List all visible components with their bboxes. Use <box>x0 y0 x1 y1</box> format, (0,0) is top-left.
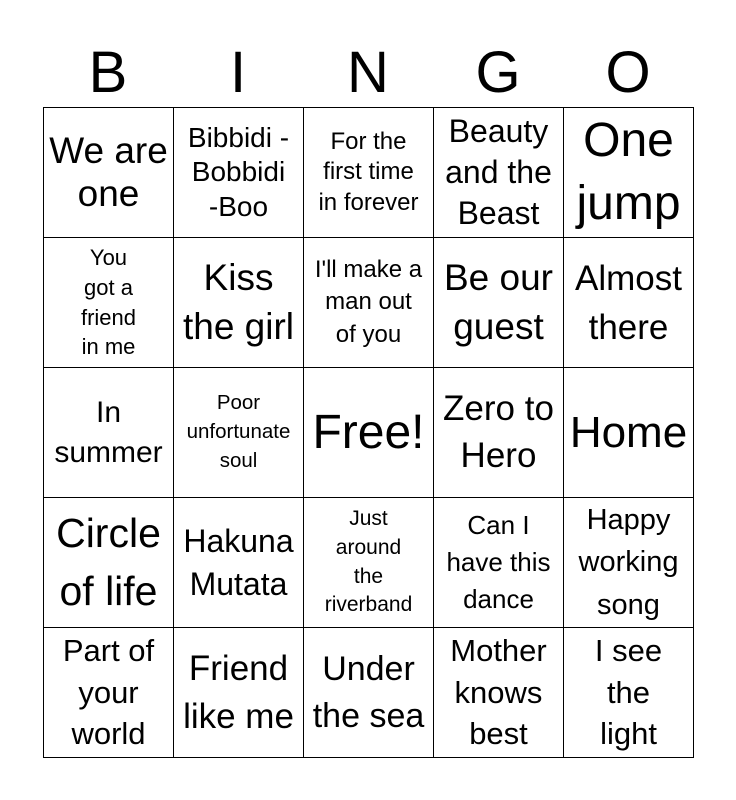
bingo-cell <box>44 238 174 368</box>
header-letter-g: G <box>475 40 521 105</box>
cell-text: Almost there <box>575 258 682 347</box>
bingo-cell <box>304 238 434 368</box>
bingo-cell <box>174 108 304 238</box>
cell-text: Beauty and the Beast <box>445 113 552 231</box>
bingo-cell <box>434 368 564 498</box>
bingo-cell <box>434 238 564 368</box>
bingo-header <box>43 40 693 106</box>
cell-text: Kiss the girl <box>182 257 295 347</box>
bingo-cell <box>174 238 304 368</box>
bingo-cell <box>44 368 174 498</box>
header-letter-i: I <box>229 40 247 105</box>
bingo-cell <box>44 108 174 238</box>
bingo-cell <box>174 368 304 498</box>
bingo-cell <box>434 108 564 238</box>
cell-text: Mother knows best <box>450 633 547 752</box>
cell-text: For the first time in forever <box>318 127 419 216</box>
header-letter-n: N <box>347 40 389 105</box>
cell-text: Circle of life <box>56 510 161 614</box>
cell-text: In summer <box>54 395 163 469</box>
cell-text: Be our guest <box>443 257 553 347</box>
bingo-cell <box>564 108 694 238</box>
cell-text: I'll make a man out of you <box>314 255 423 348</box>
cell-text: One jump <box>576 114 681 230</box>
bingo-cell <box>304 498 434 628</box>
cell-text: Poor unfortunate soul <box>186 391 291 472</box>
bingo-cell <box>564 368 694 498</box>
header-letter-o: O <box>605 40 651 105</box>
bingo-board <box>43 107 694 758</box>
bingo-cell <box>564 498 694 628</box>
bingo-cell <box>564 238 694 368</box>
cell-text: Home <box>569 407 688 457</box>
cell-text: Just around the riverband <box>324 507 413 617</box>
cell-text: You got a friend in me <box>80 244 137 360</box>
bingo-cell <box>304 628 434 758</box>
cell-text: We are one <box>49 130 168 214</box>
cell-text: Can I have this dance <box>446 510 551 614</box>
bingo-cell <box>174 628 304 758</box>
cell-text: Friend like me <box>183 648 294 736</box>
cell-text: I see the light <box>594 633 663 752</box>
cell-text: Bibbidi - Bobbidi -Boo <box>187 122 290 222</box>
bingo-cell <box>564 628 694 758</box>
free-space: Free! <box>312 405 425 459</box>
bingo-cell <box>434 498 564 628</box>
cell-text: Zero to Hero <box>443 389 554 475</box>
bingo-cell <box>44 628 174 758</box>
cell-text: Under the sea <box>312 649 425 735</box>
bingo-cell <box>304 108 434 238</box>
cell-text: Happy working song <box>578 504 679 621</box>
bingo-cell <box>44 498 174 628</box>
cell-text: Part of your world <box>62 633 155 752</box>
bingo-cell <box>174 498 304 628</box>
bingo-cell <box>434 628 564 758</box>
cell-text: Hakuna Mutata <box>183 522 294 602</box>
bingo-cell <box>304 368 434 498</box>
header-letter-b: B <box>88 40 128 105</box>
